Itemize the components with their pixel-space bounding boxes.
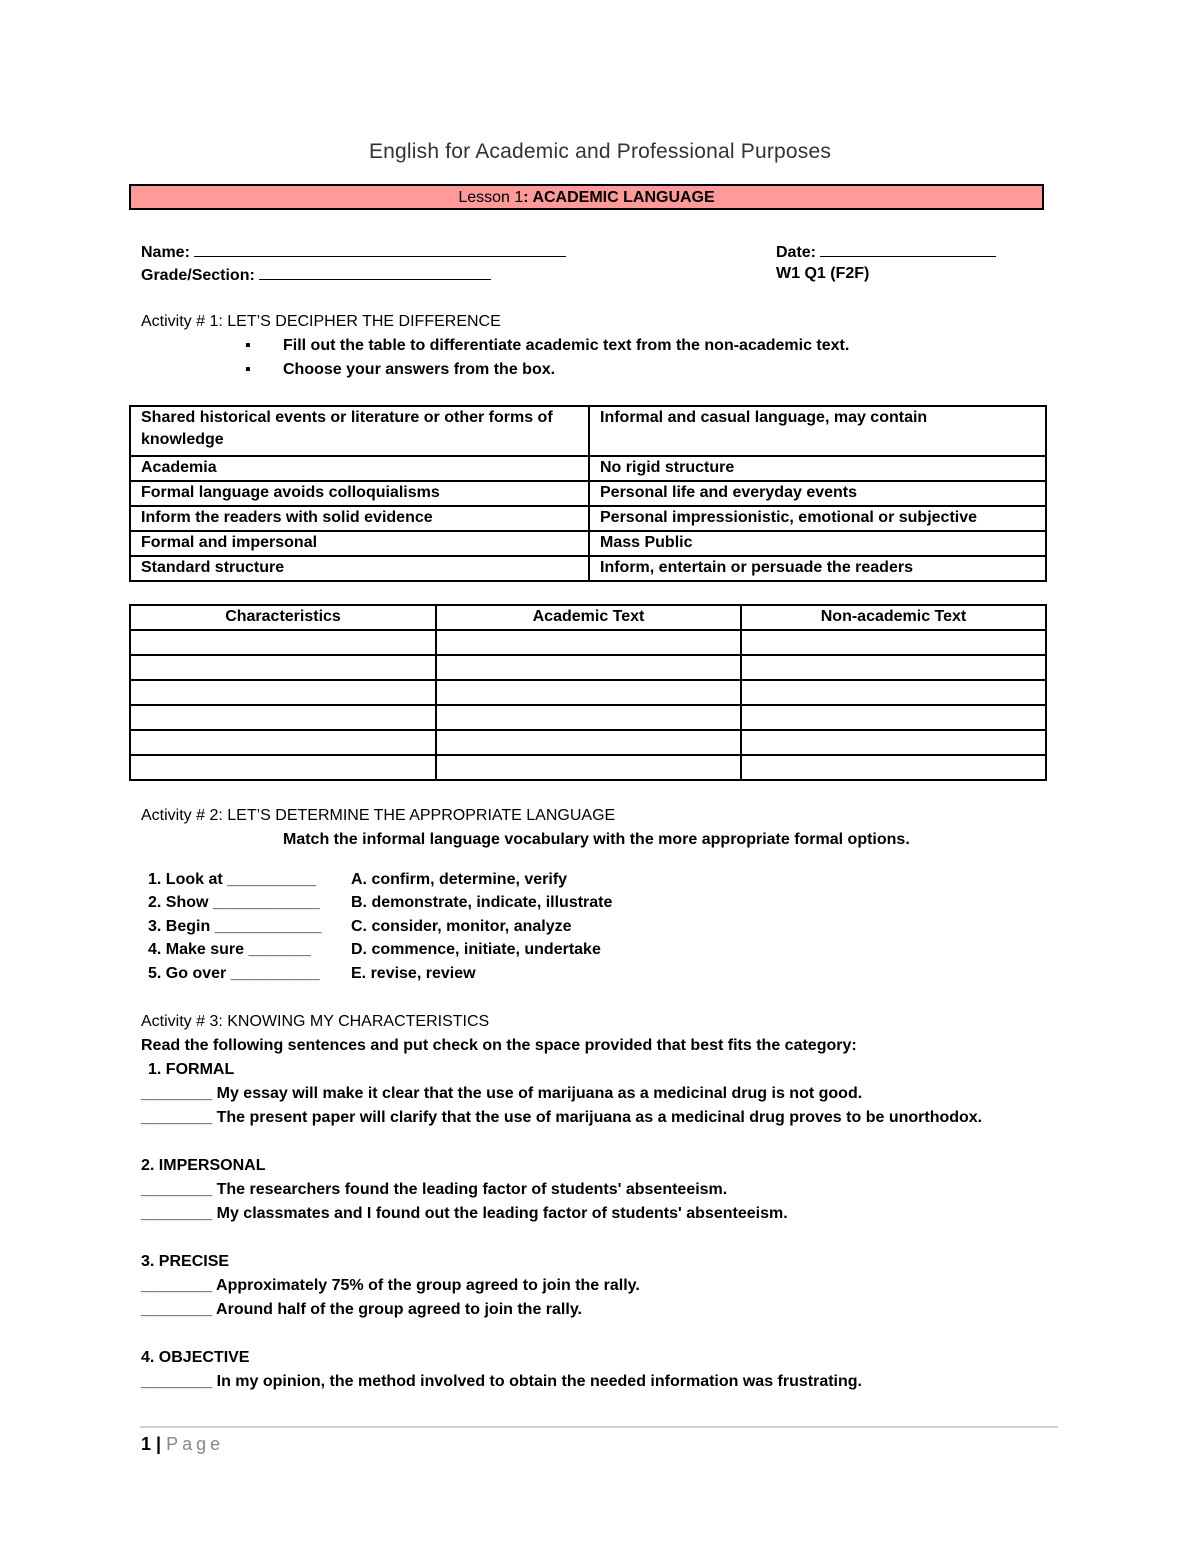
section-heading: 1. FORMAL	[148, 1061, 235, 1078]
choice-cell: Shared historical events or literature or other forms of knowledge	[130, 406, 589, 456]
lesson-prefix: Lesson 1	[458, 189, 524, 206]
lesson-name: : ACADEMIC LANGUAGE	[523, 189, 715, 206]
answer-cell[interactable]	[436, 630, 741, 655]
answer-cell[interactable]	[741, 630, 1046, 655]
section-heading: 3. PRECISE	[141, 1253, 230, 1270]
column-header: Characteristics	[130, 605, 436, 630]
table-row	[130, 680, 1046, 705]
check-item[interactable]: ________ The present paper will clarify that the use of marijuana as a medicinal drug proves to be unorthodox.	[141, 1109, 983, 1126]
activity1-bullet: Choose your answers from the box.	[283, 361, 556, 378]
match-option: E. revise, review	[351, 965, 476, 982]
name-field[interactable]	[141, 242, 566, 262]
answer-cell[interactable]	[436, 705, 741, 730]
match-item[interactable]: 5. Go over __________	[148, 965, 320, 982]
grade-blank[interactable]	[259, 265, 491, 280]
choice-cell: Formal and impersonal	[130, 531, 589, 556]
page-label: Page	[166, 1434, 225, 1454]
choices-box	[129, 405, 1047, 582]
answer-cell[interactable]	[436, 655, 741, 680]
page-separator: |	[156, 1434, 162, 1454]
answer-cell[interactable]	[741, 705, 1046, 730]
answer-cell[interactable]	[130, 680, 436, 705]
answer-cell[interactable]	[741, 755, 1046, 780]
activity3-instruction: Read the following sentences and put check on the space provided that best fits the category:	[141, 1037, 857, 1054]
check-item[interactable]: ________ The researchers found the leading factor of students' absenteeism.	[141, 1181, 728, 1198]
answer-cell[interactable]	[130, 655, 436, 680]
activity2-instruction: Match the informal language vocabulary with the more appropriate formal options.	[283, 831, 910, 848]
bullet-icon: ▪	[245, 337, 251, 354]
match-option: A. confirm, determine, verify	[351, 871, 568, 888]
match-item[interactable]: 2. Show ____________	[148, 894, 320, 911]
date-field[interactable]	[776, 242, 996, 262]
grade-field[interactable]	[141, 265, 491, 285]
check-item[interactable]: ________ My essay will make it clear that the use of marijuana as a medicinal drug is not good.	[141, 1085, 863, 1102]
check-item[interactable]: ________ My classmates and I found out the leading factor of students' absenteeism.	[141, 1205, 788, 1222]
match-item[interactable]: 3. Begin ____________	[148, 918, 322, 935]
section-heading: 2. IMPERSONAL	[141, 1157, 266, 1174]
choice-cell: Formal language avoids colloquialisms	[130, 481, 589, 506]
answer-cell[interactable]	[741, 730, 1046, 755]
table-row	[130, 730, 1046, 755]
choice-cell: Standard structure	[130, 556, 589, 581]
answer-cell[interactable]	[130, 755, 436, 780]
answer-cell[interactable]	[741, 680, 1046, 705]
choice-cell: Academia	[130, 456, 589, 481]
answer-cell[interactable]	[741, 655, 1046, 680]
match-option: D. commence, initiate, undertake	[351, 941, 601, 958]
column-header: Academic Text	[436, 605, 741, 630]
check-item[interactable]: ________ In my opinion, the method involved to obtain the needed information was frustrating.	[141, 1373, 862, 1390]
answer-cell[interactable]	[130, 630, 436, 655]
activity1-title: Activity # 1: LET’S DECIPHER THE DIFFERENCE	[141, 313, 501, 330]
activity3-title: Activity # 3: KNOWING MY CHARACTERISTICS	[141, 1013, 490, 1030]
table-row	[130, 630, 1046, 655]
name-label: Name:	[141, 244, 190, 261]
match-item[interactable]: 4. Make sure _______	[148, 941, 311, 958]
choice-cell: Inform, entertain or persuade the readers	[589, 556, 1046, 581]
date-label: Date:	[776, 244, 817, 261]
lesson-banner	[129, 184, 1044, 210]
choice-cell: Inform the readers with solid evidence	[130, 506, 589, 531]
document-title: English for Academic and Professional Purposes	[368, 140, 832, 163]
activity1-bullet: Fill out the table to differentiate academic text from the non-academic text.	[283, 337, 850, 354]
answer-cell[interactable]	[436, 755, 741, 780]
table-row	[130, 655, 1046, 680]
answer-table	[129, 604, 1047, 781]
match-option: C. consider, monitor, analyze	[351, 918, 572, 935]
check-item[interactable]: ________ Approximately 75% of the group agreed to join the rally.	[141, 1277, 640, 1294]
section-heading: 4. OBJECTIVE	[141, 1349, 250, 1366]
choice-cell: No rigid structure	[589, 456, 1046, 481]
choice-cell: Mass Public	[589, 531, 1046, 556]
column-header: Non-academic Text	[741, 605, 1046, 630]
choice-cell: Personal impressionistic, emotional or subjective	[589, 506, 1046, 531]
answer-cell[interactable]	[130, 705, 436, 730]
footer-divider	[140, 1426, 1058, 1428]
answer-cell[interactable]	[130, 730, 436, 755]
date-blank[interactable]	[820, 242, 996, 257]
answer-cell[interactable]	[436, 730, 741, 755]
grade-label: Grade/Section:	[141, 267, 255, 284]
table-row	[130, 705, 1046, 730]
activity2-title: Activity # 2: LET’S DETERMINE THE APPROPRIATE LANGUAGE	[141, 807, 616, 824]
choice-cell: Informal and casual language, may contain	[589, 406, 1046, 456]
table-row	[130, 755, 1046, 780]
name-blank[interactable]	[194, 242, 566, 257]
answer-cell[interactable]	[436, 680, 741, 705]
choice-cell: Personal life and everyday events	[589, 481, 1046, 506]
page-footer	[141, 1434, 224, 1455]
week-code: W1 Q1 (F2F)	[776, 265, 870, 282]
page-number: 1	[141, 1434, 152, 1454]
match-option: B. demonstrate, indicate, illustrate	[351, 894, 613, 911]
bullet-icon: ▪	[245, 361, 251, 378]
match-item[interactable]: 1. Look at __________	[148, 871, 317, 888]
check-item[interactable]: ________ Around half of the group agreed to join the rally.	[141, 1301, 582, 1318]
